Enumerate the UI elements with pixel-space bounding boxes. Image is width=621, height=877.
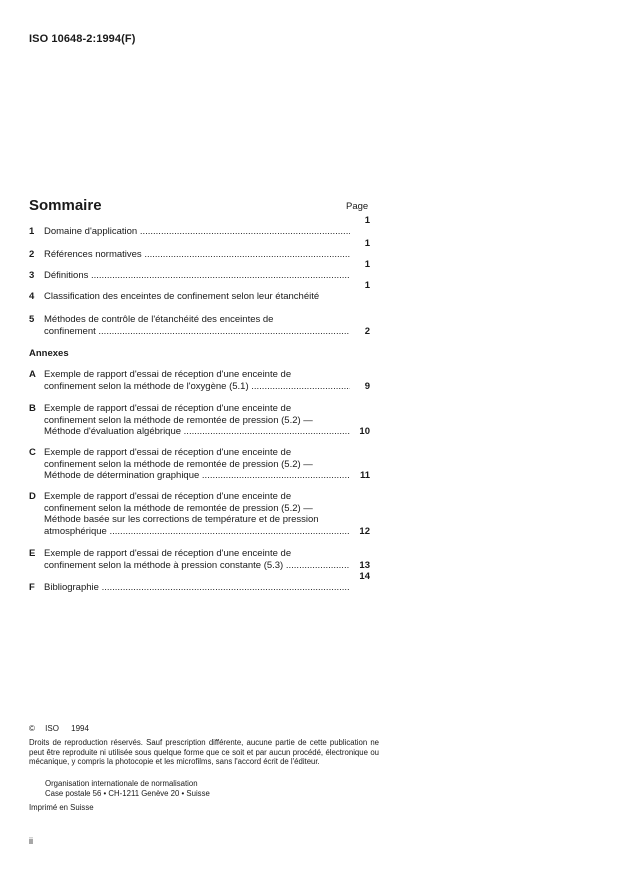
toc-entry-page: 12 xyxy=(359,525,370,537)
toc-entry-title: Exemple de rapport d'essai de réception d'une enceinte de confinement selon la méthode de remontée de pression (5.2) — Méthode d'évaluation algébrique ..... xyxy=(44,403,350,438)
printed-in: Imprimé en Suisse xyxy=(29,803,94,812)
toc-entry-title: Exemple de rapport d'essai de réception d'une enceinte de confinement selon la méthode de remontée de pression (5.2) — Méthode de détermination graphique ..... xyxy=(44,447,350,482)
toc-entry-page: 2 xyxy=(364,325,370,337)
toc-entry-page: 14 xyxy=(359,570,370,582)
rights-notice: Droits de reproduction réservés. Sauf prescription différente, aucune partie de cette publication ne peut être reproduite ni utilisée sous quelque forme que ce soit et par aucun procédé, électronique ou mécanique, y compris la photocopie et les microfilms, sans l'accord écrit de l'éditeur. xyxy=(29,738,379,767)
toc-entry-page: 10 xyxy=(359,426,370,437)
publisher-address: Case postale 56 • CH-1211 Genève 20 • Suisse xyxy=(45,788,210,798)
toc-entry-number: 1 xyxy=(29,226,35,237)
toc-entry-title: Domaine d'application ..... xyxy=(44,226,350,238)
toc-entry-number: E xyxy=(29,548,36,559)
copyright-org: ISO xyxy=(45,724,59,733)
toc-entry-page: 1 xyxy=(364,237,370,249)
toc-entry-number: 4 xyxy=(29,291,35,302)
annexes-heading: Annexes xyxy=(29,348,69,359)
publisher-block xyxy=(45,779,210,798)
toc-entry-number: D xyxy=(29,491,36,502)
toc-entry-page: 1 xyxy=(364,279,370,291)
document-identifier: ISO 10648-2:1994(F) xyxy=(29,33,136,45)
toc-entry-title: Bibliographie ..... xyxy=(44,582,350,594)
copyright-symbol: © xyxy=(29,724,35,733)
toc-entry-title: Définitions ..... xyxy=(44,270,350,282)
copyright-line xyxy=(29,724,89,733)
toc-entry-page: 13 xyxy=(359,559,370,571)
toc-entry-page: 9 xyxy=(364,380,370,392)
toc-entry-title: Exemple de rapport d'essai de réception d'une enceinte de confinement selon la méthode de remontée de pression (5.2) — Méthode basée sur les corrections de température et de pression atmosphérique ..... xyxy=(44,491,370,537)
toc-entry-number: A xyxy=(29,369,36,380)
page-number: ii xyxy=(29,836,33,846)
toc-entry-number: 3 xyxy=(29,270,35,281)
toc-entry-title: Méthodes de contrôle de l'étanchéité des enceintes de confinement ..... xyxy=(44,314,350,337)
toc-entry-page: 1 xyxy=(364,258,370,270)
toc-entry-number: B xyxy=(29,403,36,414)
toc-entry-title: Références normatives ..... xyxy=(44,249,350,261)
toc-title: Sommaire xyxy=(29,197,102,214)
copyright-year: 1994 xyxy=(71,724,89,733)
toc-entry-number: C xyxy=(29,447,36,458)
toc-entry-title: Exemple de rapport d'essai de réception d'une enceinte de confinement selon la méthode de l'oxygène (5.1) ..... xyxy=(44,369,350,392)
toc-entry-number: F xyxy=(29,582,35,593)
toc-entry-number: 2 xyxy=(29,249,35,260)
toc-entry-page: 11 xyxy=(359,470,370,481)
toc-entry-number: 5 xyxy=(29,314,35,325)
publisher-name: Organisation internationale de normalisation xyxy=(45,779,198,788)
toc-entry-title: Exemple de rapport d'essai de réception d'une enceinte de confinement selon la méthode à pression constante (5.3) ..... xyxy=(44,548,350,571)
toc-entry-page: 1 xyxy=(364,214,370,226)
page-column-label: Page xyxy=(346,201,369,212)
toc-entry-title: Classification des enceintes de confinement selon leur étanchéité xyxy=(44,291,320,302)
